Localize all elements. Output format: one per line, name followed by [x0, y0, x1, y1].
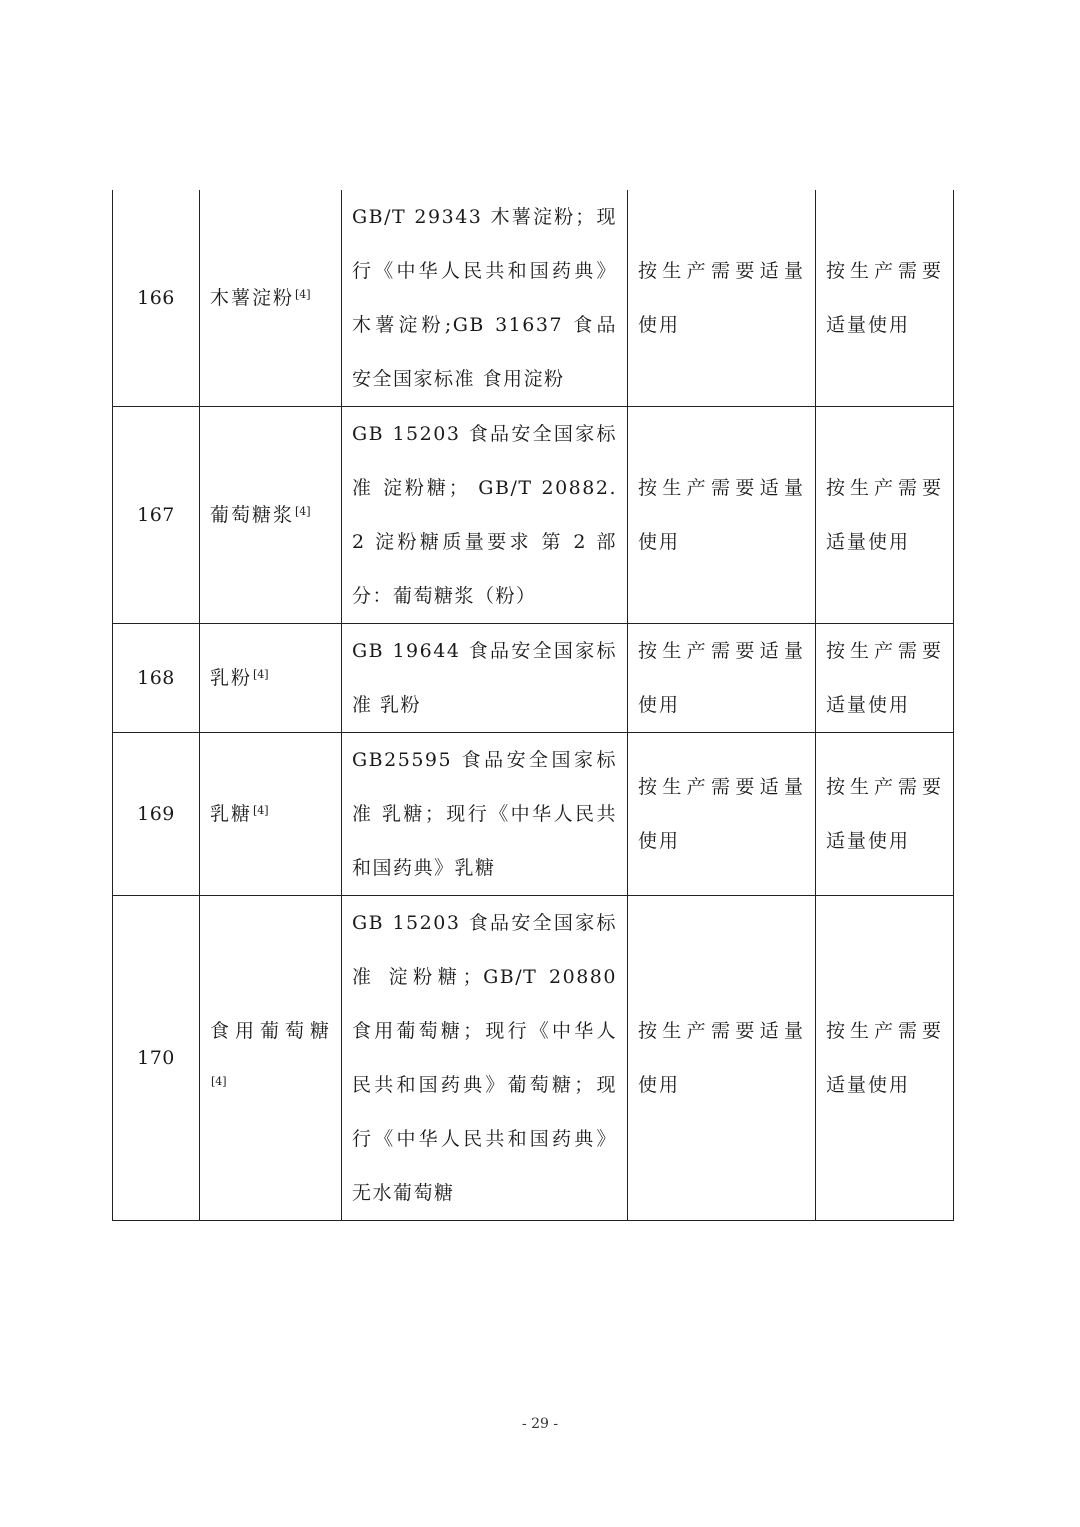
row-number: 166 [113, 190, 200, 407]
table-row [113, 190, 954, 407]
ingredient-standard-table [112, 190, 954, 1221]
row-number: 169 [113, 733, 200, 896]
page-number: - 29 - [521, 1416, 559, 1432]
ingredient-name: 乳粉 [210, 667, 253, 689]
usage-cell: 按生产需要适量使用 [816, 624, 954, 733]
reference-mark: [4] [211, 1075, 227, 1088]
ingredient-name: 木薯淀粉 [210, 287, 295, 309]
table-row [113, 407, 954, 624]
reference-mark: [4] [295, 288, 311, 301]
usage-cell: 按生产需要适量使用 [628, 896, 816, 1221]
ingredient-name-cell [200, 190, 342, 407]
standard-cell: GB 15203 食品安全国家标准 淀粉糖； GB/T 20882.2 淀粉糖质量要求 第 2 部分：葡萄糖浆（粉） [342, 407, 628, 624]
usage-cell: 按生产需要适量使用 [628, 407, 816, 624]
standard-cell: GB 15203 食品安全国家标准 淀粉糖；GB/T 20880 食用葡萄糖；现行《中华人民共和国药典》葡萄糖；现行《中华人民共和国药典》无水葡萄糖 [342, 896, 628, 1221]
standard-cell: GB/T 29343 木薯淀粉；现行《中华人民共和国药典》木薯淀粉;GB 31637 食品安全国家标准 食用淀粉 [342, 190, 628, 407]
usage-cell: 按生产需要适量使用 [816, 896, 954, 1221]
standard-cell: GB25595 食品安全国家标准 乳糖；现行《中华人民共和国药典》乳糖 [342, 733, 628, 896]
row-number: 170 [113, 896, 200, 1221]
table-row [113, 733, 954, 896]
ingredient-name-cell [200, 896, 342, 1221]
ingredient-name-cell [200, 733, 342, 896]
reference-mark: [4] [295, 505, 311, 518]
ingredient-name: 乳糖 [210, 803, 253, 825]
table-row [113, 896, 954, 1221]
usage-cell: 按生产需要适量使用 [816, 407, 954, 624]
ingredient-name-cell [200, 407, 342, 624]
ingredient-name: 食用葡萄糖 [210, 1020, 331, 1042]
usage-cell: 按生产需要适量使用 [628, 624, 816, 733]
ingredient-name-cell [200, 624, 342, 733]
usage-cell: 按生产需要适量使用 [628, 190, 816, 407]
ingredient-name: 葡萄糖浆 [210, 504, 295, 526]
standard-cell: GB 19644 食品安全国家标准 乳粉 [342, 624, 628, 733]
usage-cell: 按生产需要适量使用 [628, 733, 816, 896]
row-number: 167 [113, 407, 200, 624]
usage-cell: 按生产需要适量使用 [816, 733, 954, 896]
usage-cell: 按生产需要适量使用 [816, 190, 954, 407]
table-row [113, 624, 954, 733]
reference-mark: [4] [253, 804, 269, 817]
reference-mark: [4] [253, 668, 269, 681]
row-number: 168 [113, 624, 200, 733]
